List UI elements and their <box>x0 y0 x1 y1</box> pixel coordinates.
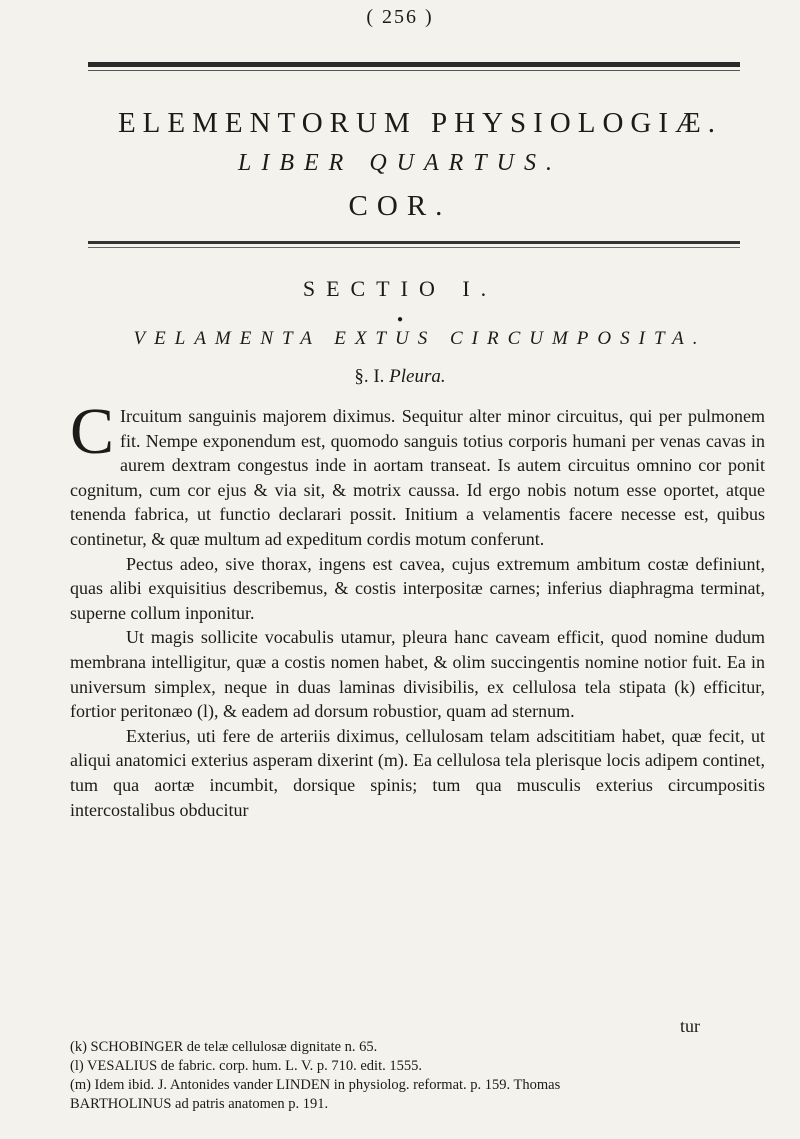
page-number: ( 256 ) <box>366 6 434 28</box>
catchword: tur <box>680 1016 700 1036</box>
section-heading: SECTIO I. <box>302 276 498 301</box>
paragraph-heading <box>0 366 800 388</box>
section-title: VELAMENTA EXTUS CIRCUMPOSITA. <box>133 328 707 349</box>
footnotes <box>70 1038 770 1114</box>
paragraph-number: §. I. <box>354 366 385 387</box>
work-title: ELEMENTORUM PHYSIOLOGIÆ. <box>117 107 723 139</box>
paragraph-2: Pectus adeo, sive thorax, ingens est cavea, cujus extremum ambitum costæ definiunt, quas alibi exquisitius describemus, & costis interpositæ carnes; inferius diaphragma terminat, superne collum inponitur. <box>70 553 765 623</box>
paragraph-3: Ut magis sollicite vocabulis utamur, pleura hanc caveam efficit, quod nomine dudum membrana intelligitur, quæ a costis nomen habet, & olim succingentis nomine notior fuit. Ea in universum simplex, neque in duas laminas divisibilis, ex cellulosa tela stipata (k) efficitur, fortior peritonæo (l), & eadem ad dorsum robustior, quam ad sternum. <box>70 627 765 722</box>
paragraph-name: Pleura. <box>389 366 446 387</box>
ornament-dot: ● <box>396 314 404 325</box>
header-rule <box>88 62 740 67</box>
footnote-m: (m) Idem ibid. J. Antonides vander LINDEN in physiolog. reformat. p. 159. Thomas <box>70 1077 561 1093</box>
book-heading: LIBER QUARTUS. <box>238 150 562 176</box>
footnote-m-cont: BARTHOLINUS ad patris anatomen p. 191. <box>70 1096 329 1112</box>
drop-cap: C <box>70 395 115 468</box>
paragraph-4: Exterius, uti fere de arteriis diximus, cellulosam telam adscititiam habet, quæ fecit, ut aliqui anatomici exterius asperam dixerint (m). Ea cellulosa tela plerisque locis adipem continet, tum qua aortæ incumbit, dorsique spinis; tum qua musculis exterius circumpositis intercostalibus obducitur <box>70 725 765 820</box>
section-rule <box>88 241 740 244</box>
footnote-k: (k) SCHOBINGER de telæ cellulosæ dignitate n. 65. <box>70 1039 378 1055</box>
book-subject: COR. <box>348 190 452 222</box>
header-rule-thin <box>88 70 740 71</box>
paragraph-1 <box>70 395 765 552</box>
section-rule-thin <box>88 247 740 248</box>
paragraph-1-text: Ircuitum sanguinis majorem diximus. Sequitur alter minor circuitus, qui per pulmonem fit. Nempe exponendum est, quomodo sanguis totius corporis humani per venas cavas in aurem dextram congestus inde in aortam transeat. Is autem circuitus omnino cor ponit cognitum, cum cor ejus & via sit, & motrix caussa. Id ergo nobis notum esse oportet, atque tenenda fabrica, ut functio declarari possit. Initium a velamentis facere necesse est, quibus continetur, & quæ multum ad expeditum cordis motum conferunt. <box>70 406 765 549</box>
body-text <box>70 395 765 822</box>
footnote-l: (l) VESALIUS de fabric. corp. hum. L. V. p. 710. edit. 1555. <box>70 1058 422 1074</box>
